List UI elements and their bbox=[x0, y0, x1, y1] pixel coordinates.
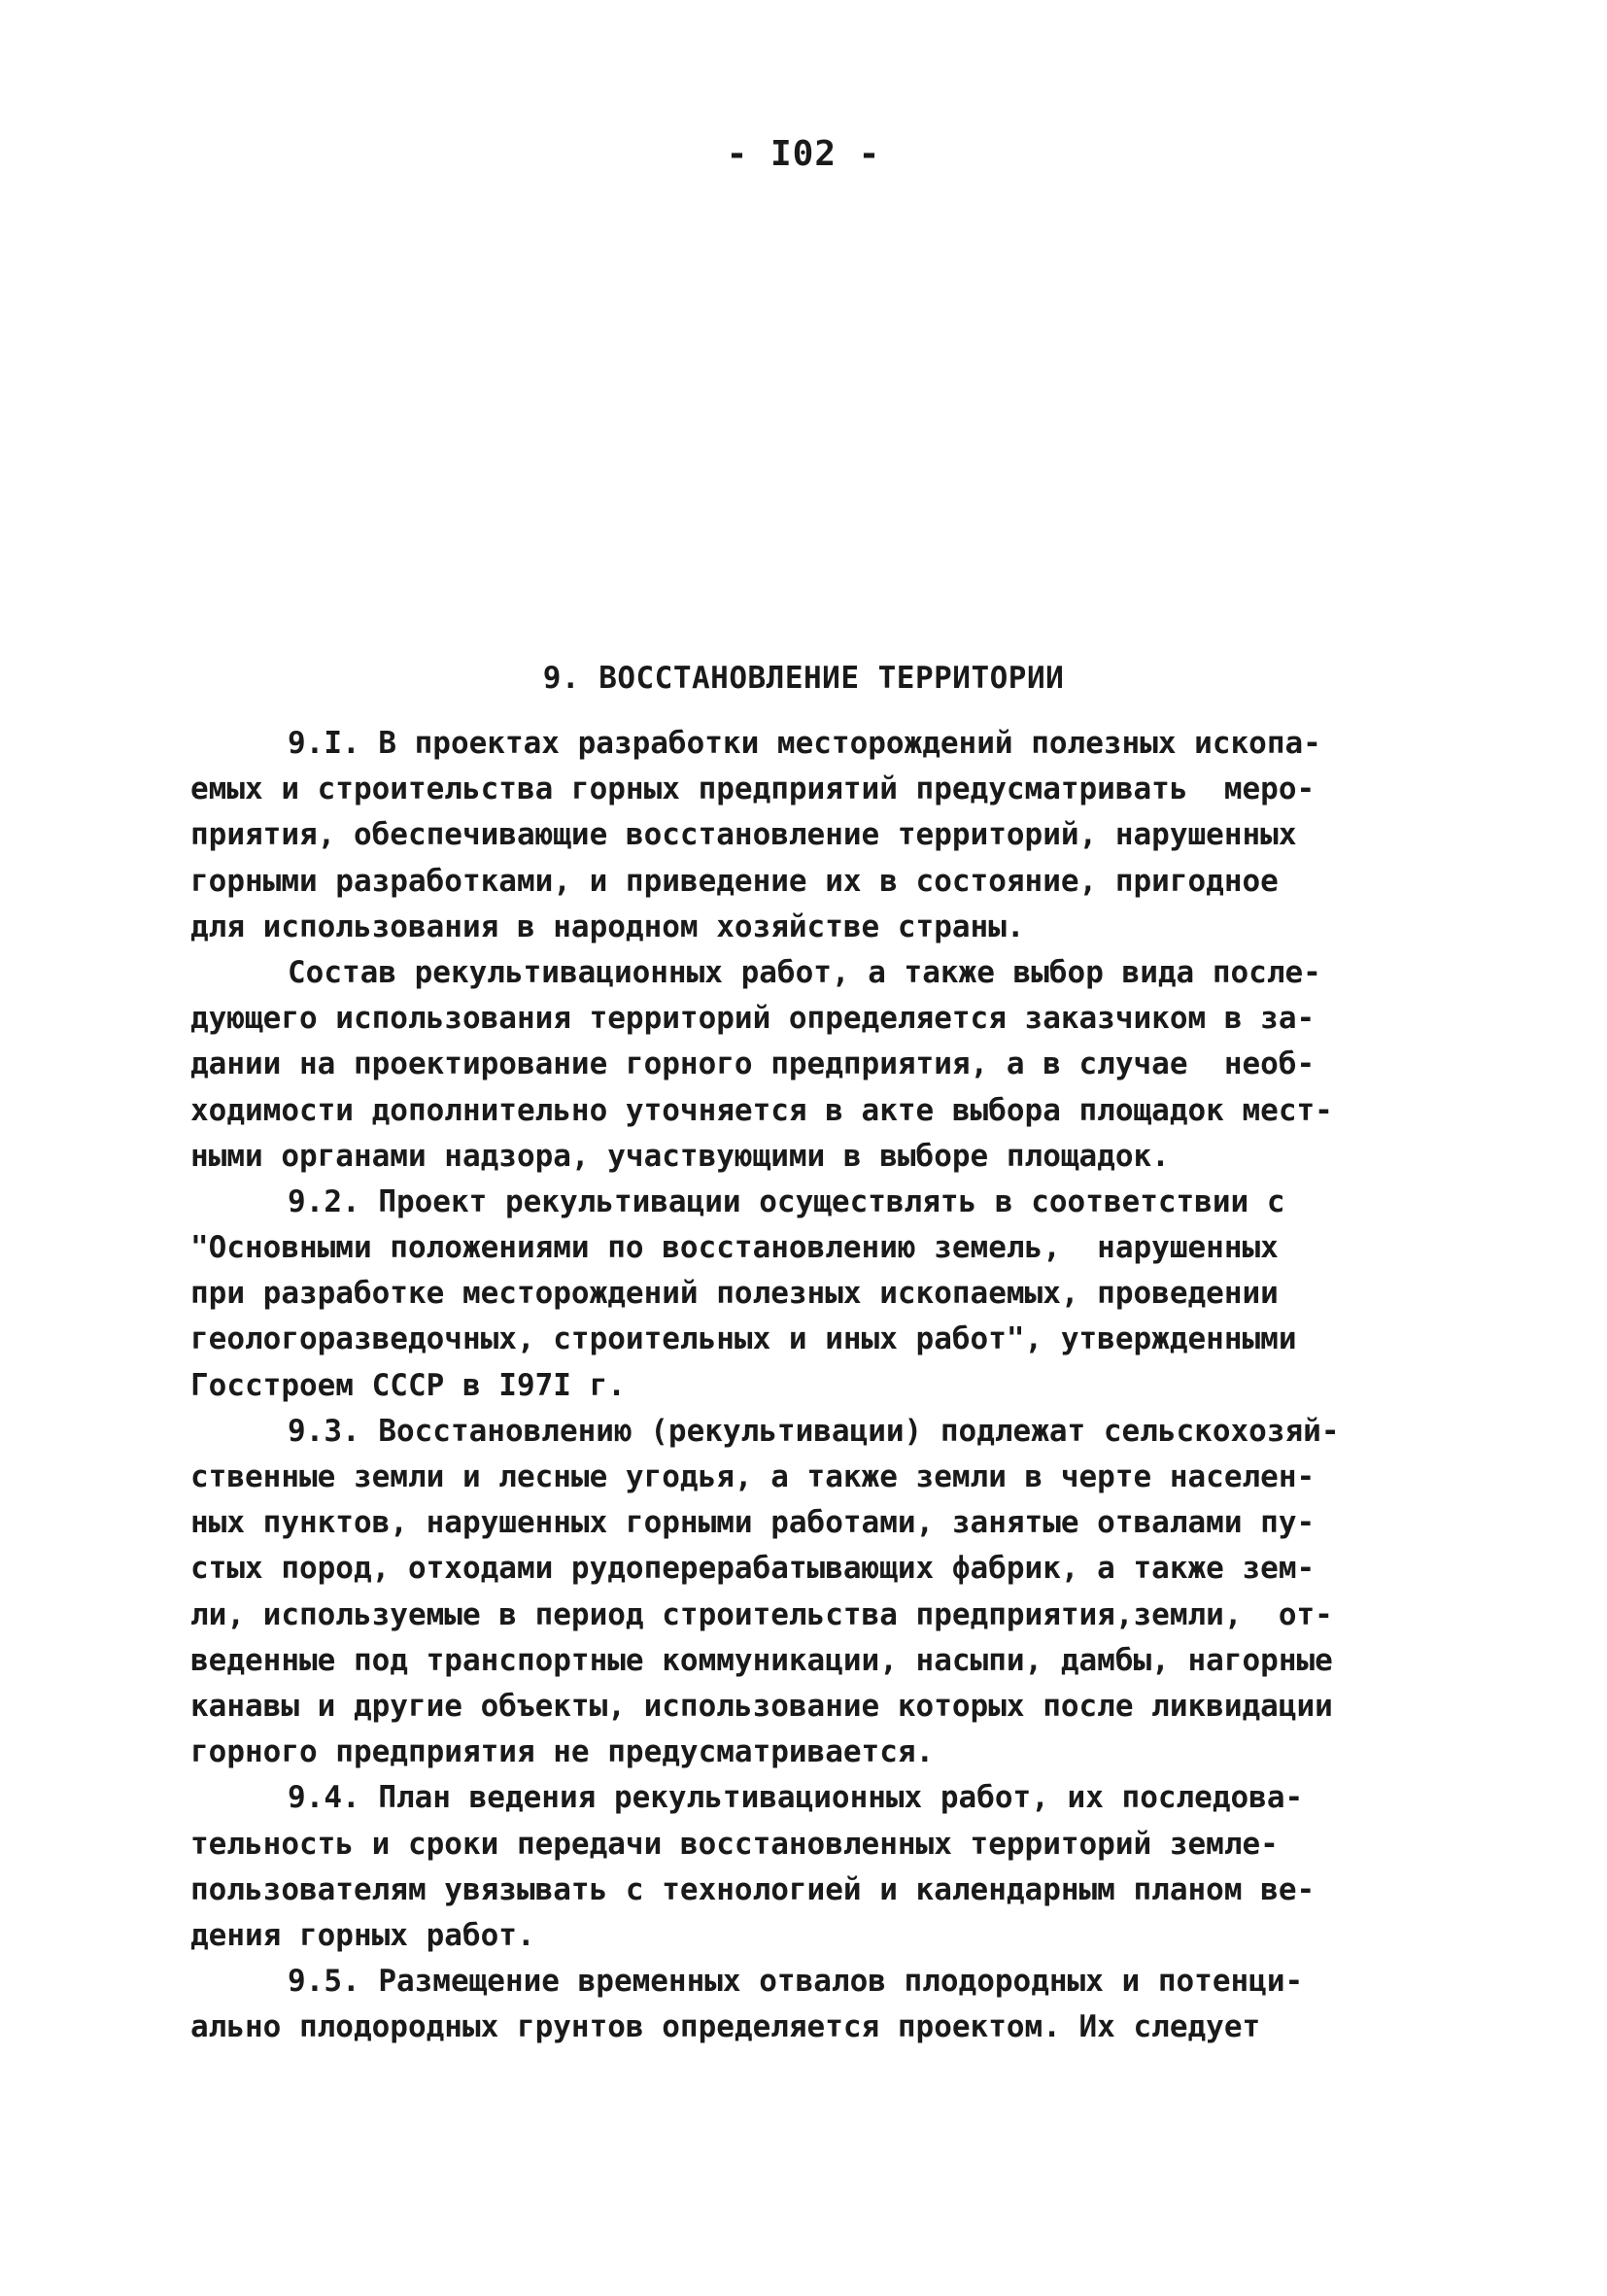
section-heading: 9. ВОССТАНОВЛЕНИЕ ТЕРРИТОРИИ bbox=[542, 661, 1065, 696]
text-line: пользователям увязывать с технологией и календарным планом ве- bbox=[190, 1871, 1316, 1907]
text-line: 9.3. Восстановлению (рекультивации) подлежат сельскохозяй- bbox=[288, 1413, 1340, 1449]
text-line: ными органами надзора, участвующими в выборе площадок. bbox=[190, 1138, 1170, 1174]
text-line: при разработке месторождений полезных ископаемых, проведении bbox=[190, 1276, 1279, 1312]
text-line: емых и строительства горных предприятий предусматривать меро- bbox=[190, 771, 1316, 807]
text-line: стых пород, отходами рудоперерабатывающих фабрик, а также зем- bbox=[190, 1551, 1316, 1587]
text-line: дании на проектирование горного предприятия, а в случае необ- bbox=[190, 1046, 1316, 1082]
text-line: горными разработками, и приведение их в состояние, пригодное bbox=[190, 863, 1279, 899]
text-line: приятия, обеспечивающие восстановление территорий, нарушенных bbox=[190, 817, 1297, 853]
text-line: "Основными положениями по восстановлению земель, нарушенных bbox=[190, 1230, 1279, 1266]
text-line: Госстроем СССР в I97I г. bbox=[190, 1367, 626, 1403]
text-line: Состав рекультивационных работ, а также выбор вида после- bbox=[288, 954, 1321, 990]
text-line: канавы и другие объекты, использование которых после ликвидации bbox=[190, 1688, 1333, 1724]
text-line: ных пунктов, нарушенных горными работами, занятые отвалами пу- bbox=[190, 1505, 1316, 1541]
text-line: ли, используемые в период строительства предприятия,земли, от- bbox=[190, 1596, 1333, 1632]
text-line: 9.4. План ведения рекультивационных работ, их последова- bbox=[288, 1780, 1304, 1816]
text-line: дующего использования территорий определяется заказчиком в за- bbox=[190, 1001, 1316, 1037]
text-line: геологоразведочных, строительных и иных работ", утвержденными bbox=[190, 1321, 1297, 1357]
text-line: горного предприятия не предусматривается. bbox=[190, 1734, 935, 1770]
text-line: ально плодородных грунтов определяется проектом. Их следует bbox=[190, 2009, 1261, 2045]
text-line: ственные земли и лесные угодья, а также земли в черте населен- bbox=[190, 1459, 1316, 1494]
text-line: 9.2. Проект рекультивации осуществлять в соответствии с bbox=[288, 1183, 1285, 1219]
text-line: ходимости дополнительно уточняется в акте выбора площадок мест- bbox=[190, 1092, 1333, 1128]
page-number: - I02 - bbox=[726, 134, 881, 174]
text-line: для использования в народном хозяйстве страны. bbox=[190, 908, 1025, 944]
text-line: веденные под транспортные коммуникации, насыпи, дамбы, нагорные bbox=[190, 1642, 1333, 1678]
body-text bbox=[190, 721, 1419, 2050]
text-line: 9.I. В проектах разработки месторождений полезных ископа- bbox=[288, 726, 1321, 761]
text-line: дения горных работ. bbox=[190, 1917, 535, 1953]
text-line: тельность и сроки передачи восстановленных территорий земле- bbox=[190, 1826, 1279, 1862]
text-line: 9.5. Размещение временных отвалов плодородных и потенци- bbox=[288, 1964, 1304, 2000]
